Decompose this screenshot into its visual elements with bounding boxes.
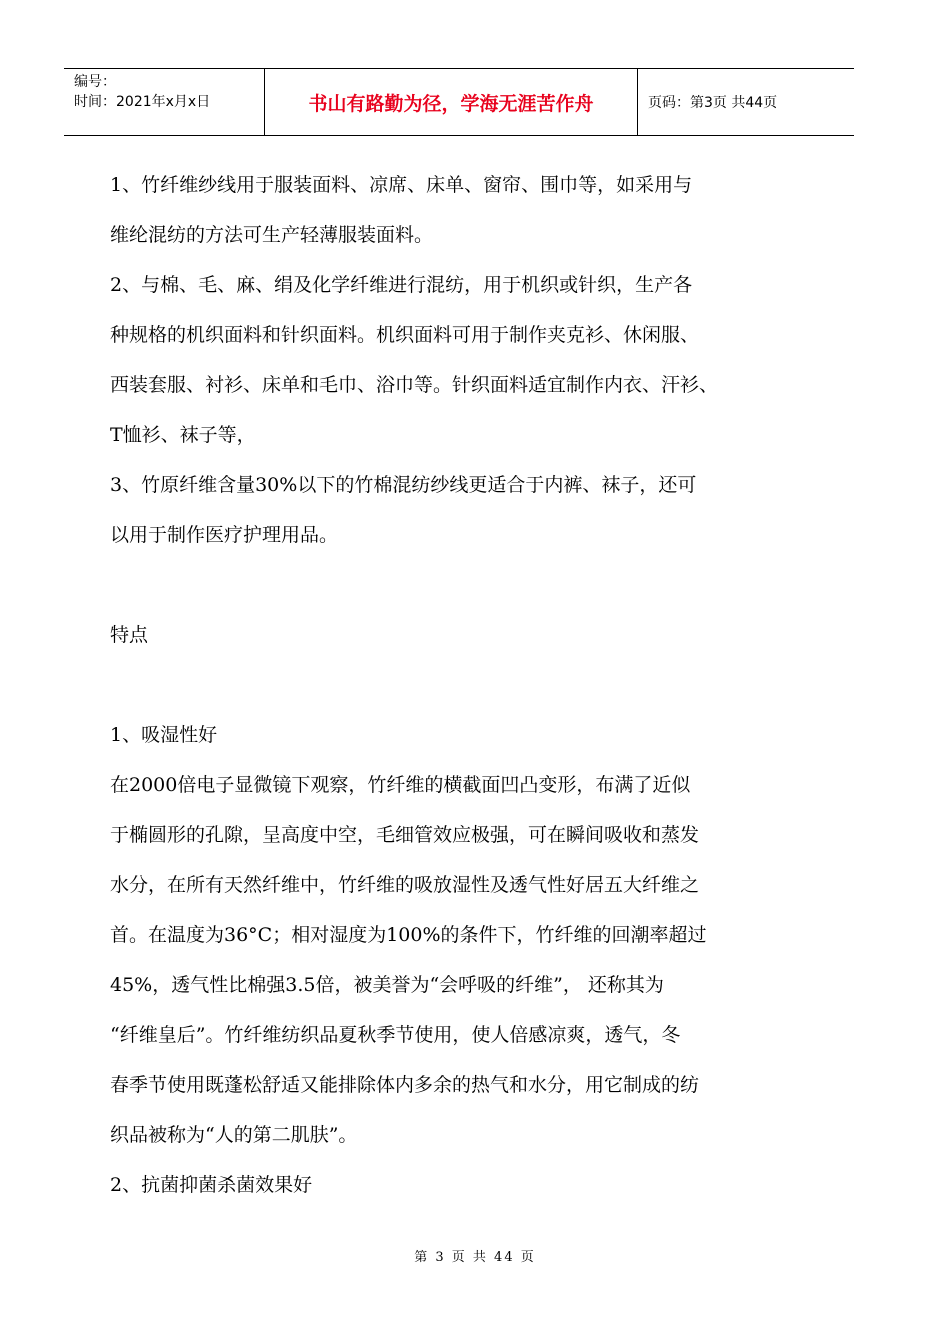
page-footer [0, 1246, 950, 1265]
header-motto-cell [265, 69, 638, 135]
header-page-number: 页码：第3页 共44页 [648, 95, 778, 111]
body-line: 水分，在所有天然纤维中，竹纤维的吸放湿性及透气性好居五大纤维之 [110, 874, 700, 896]
body-line: 于椭圆形的孔隙，呈高度中空，毛细管效应极强，可在瞬间吸收和蒸发 [110, 824, 700, 846]
subsection-heading: 1、吸湿性好 [110, 724, 218, 746]
document-body [110, 160, 830, 1210]
document-number-label: 编号： [74, 74, 116, 90]
body-line: “纤维皇后”。竹纤维纺织品夏秋季节使用，使人倍感凉爽，透气，冬 [110, 1024, 681, 1046]
body-line: 1、竹纤维纱线用于服装面料、凉席、床单、窗帘、围巾等，如采用与 [110, 174, 693, 196]
footer-page-number: 第 3 页 共 44 页 [414, 1250, 536, 1265]
page-header [64, 68, 854, 136]
body-line: 45%，透气性比棉强3.5倍，被美誉为“会呼吸的纤维”， 还称其为 [110, 974, 664, 996]
body-line: 2、与棉、毛、麻、绢及化学纤维进行混纺，用于机织或针织，生产各 [110, 274, 693, 296]
body-line: 维纶混纺的方法可生产轻薄服装面料。 [110, 224, 434, 246]
body-line: 在2000倍电子显微镜下观察，竹纤维的横截面凹凸变形，布满了近似 [110, 774, 691, 796]
section-heading: 特点 [110, 624, 149, 646]
body-line: 春季节使用既蓬松舒适又能排除体内多余的热气和水分，用它制成的纺 [110, 1074, 700, 1096]
body-line: 织品被称为“人的第二肌肤”。 [110, 1124, 358, 1146]
body-line: 首。在温度为36°C；相对湿度为100%的条件下，竹纤维的回潮率超过 [110, 924, 707, 946]
body-line: T恤衫、袜子等， [110, 424, 256, 446]
header-motto: 书山有路勤为径，学海无涯苦作舟 [308, 92, 594, 115]
body-line: 3、竹原纤维含量30%以下的竹棉混纺纱线更适合于内裤、袜子，还可 [110, 474, 697, 496]
blank-line [110, 560, 830, 610]
blank-line [110, 660, 830, 710]
body-line: 以用于制作医疗护理用品。 [110, 524, 339, 546]
document-time-label: 时间：2021年x月x日 [74, 94, 211, 110]
body-line: 种规格的机织面料和针织面料。机织面料可用于制作夹克衫、休闲服、 [110, 324, 700, 346]
body-line: 西装套服、衬衫、床单和毛巾、浴巾等。针织面料适宜制作内衣、汗衫、 [110, 374, 719, 396]
subsection-heading: 2、抗菌抑菌杀菌效果好 [110, 1174, 313, 1196]
header-meta-cell [64, 69, 265, 135]
header-page-cell [638, 69, 854, 135]
